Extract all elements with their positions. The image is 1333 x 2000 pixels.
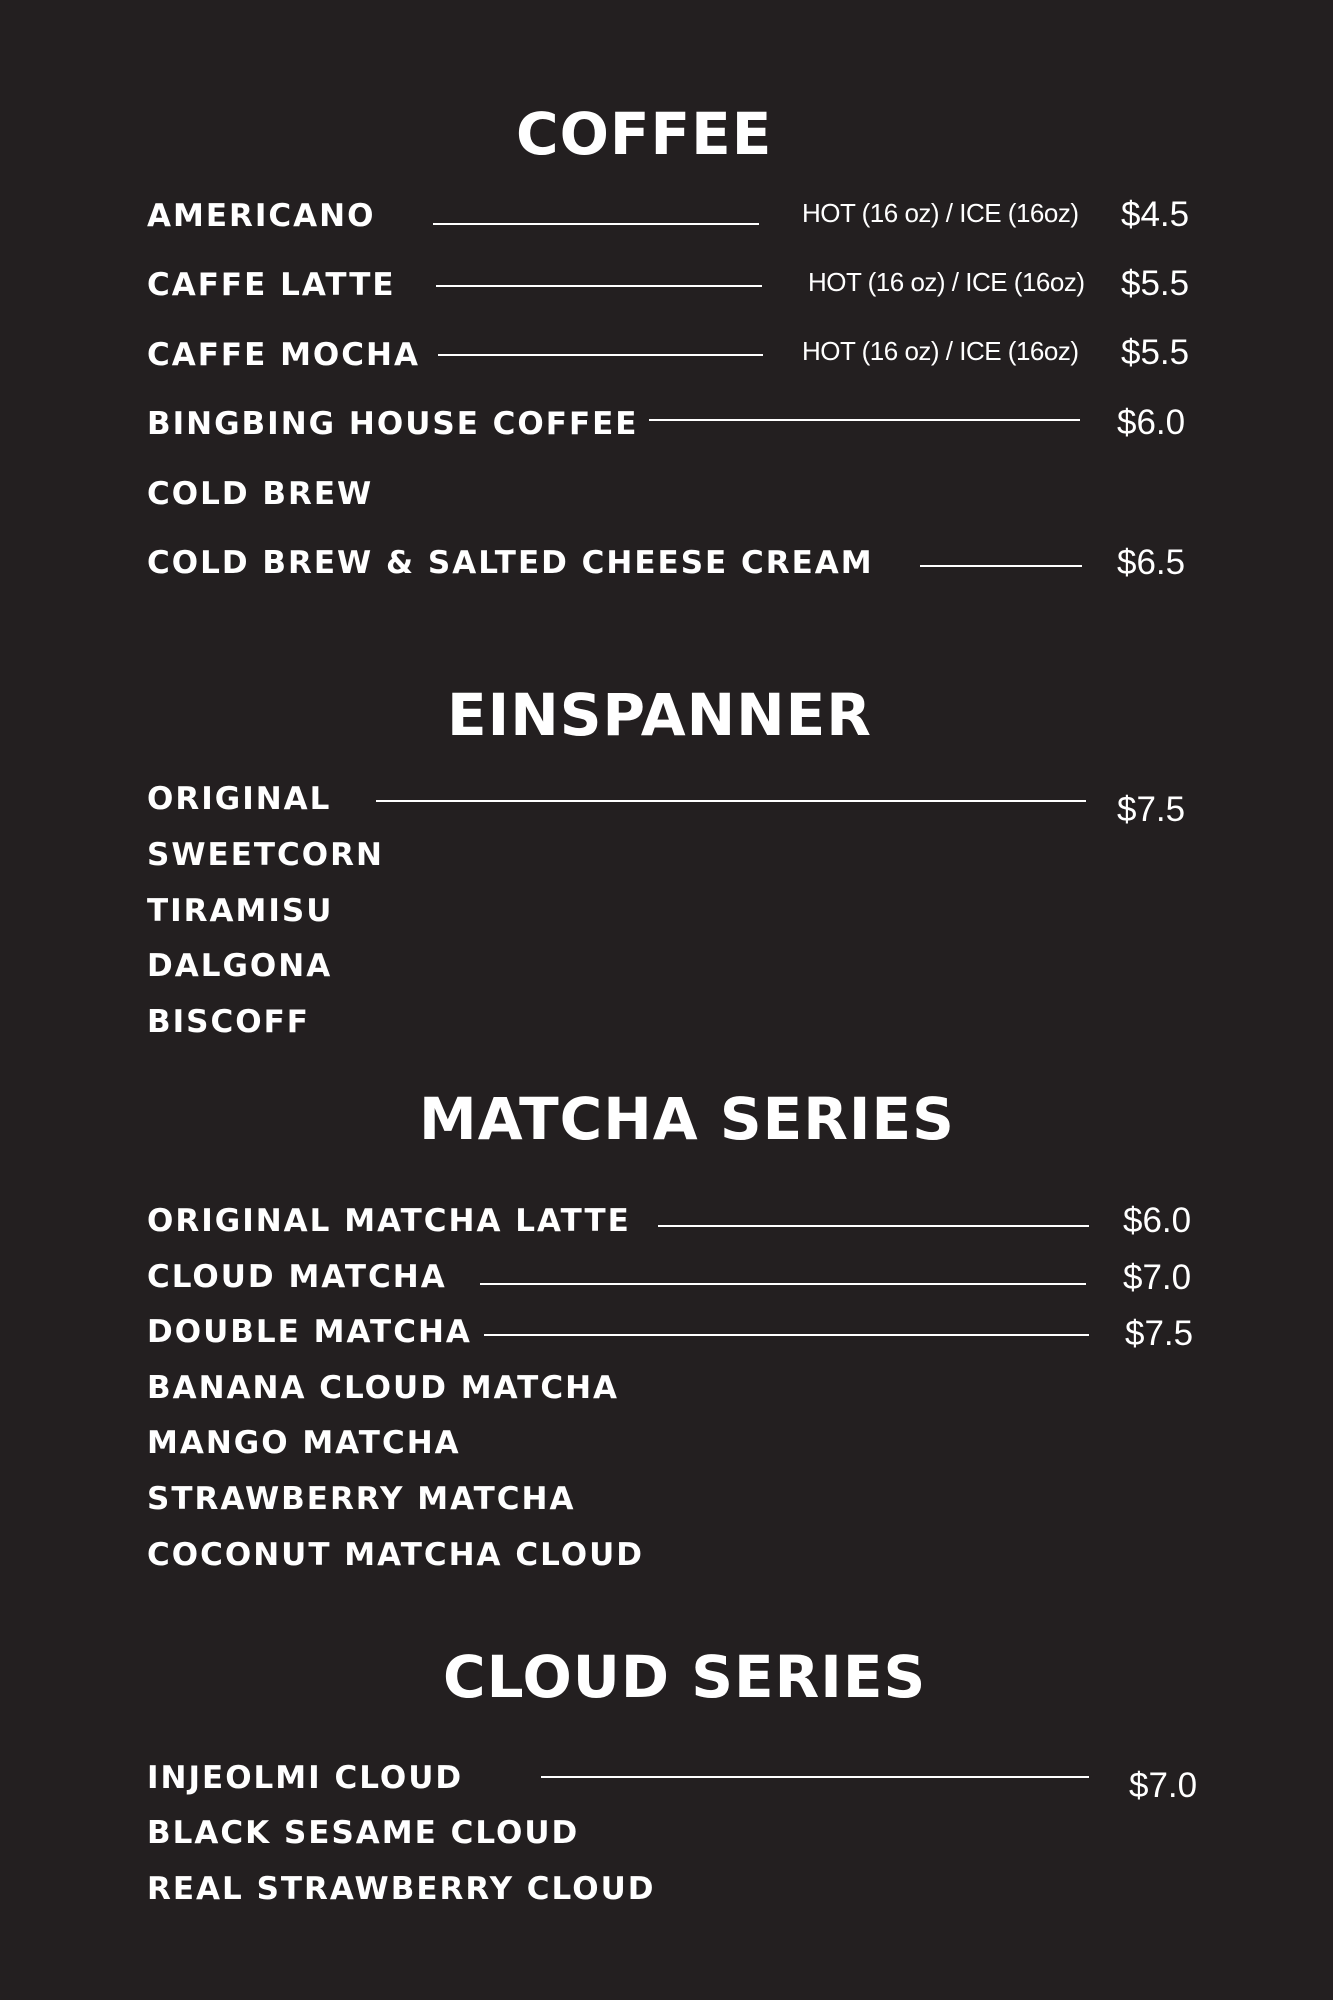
menu-item-coconut-matcha-cloud: COCONUT MATCHA CLOUD (147, 1537, 644, 1573)
menu-item-cloud-matcha: CLOUD MATCHA (147, 1259, 447, 1295)
leader-line (438, 354, 763, 356)
menu-item-cold-brew: COLD BREW (147, 476, 374, 512)
leader-line (376, 800, 1086, 802)
menu-item-americano: AMERICANO (147, 198, 376, 234)
price: $7.5 (1117, 790, 1186, 829)
section-title-einspanner: EINSPANNER (447, 681, 872, 749)
menu-item-biscoff: BISCOFF (147, 1004, 310, 1040)
price: $7.0 (1123, 1258, 1192, 1297)
menu-item-sweetcorn: SWEETCORN (147, 837, 384, 873)
price: $6.0 (1123, 1201, 1192, 1240)
size-option: HOT (16 oz) / ICE (16oz) (802, 198, 1079, 228)
menu-item-cold-brew-salted-cheese-cream: COLD BREW & SALTED CHEESE CREAM (147, 545, 874, 581)
menu-item-injeolmi-cloud: INJEOLMI CLOUD (147, 1760, 464, 1796)
menu-item-banana-cloud-matcha: BANANA CLOUD MATCHA (147, 1370, 619, 1406)
leader-line (484, 1334, 1089, 1336)
menu-item-real-strawberry-cloud: REAL STRAWBERRY CLOUD (147, 1871, 656, 1907)
price: $6.0 (1117, 403, 1186, 442)
menu-item-double-matcha: DOUBLE MATCHA (147, 1314, 472, 1350)
size-option: HOT (16 oz) / ICE (16oz) (808, 267, 1085, 297)
section-title-cloud-series: CLOUD SERIES (443, 1643, 927, 1711)
menu-item-mango-matcha: MANGO MATCHA (147, 1425, 461, 1461)
menu-item-original: ORIGINAL (147, 781, 332, 817)
menu-item-black-sesame-cloud: BLACK SESAME CLOUD (147, 1815, 580, 1851)
menu-item-dalgona: DALGONA (147, 948, 333, 984)
price: $5.5 (1121, 264, 1190, 303)
price: $6.5 (1117, 543, 1186, 582)
leader-line (433, 223, 759, 225)
menu-item-caffe-mocha: CAFFE MOCHA (147, 337, 420, 373)
leader-line (649, 419, 1080, 421)
price: $7.0 (1129, 1766, 1198, 1805)
leader-line (920, 565, 1082, 567)
menu-item-original-matcha-latte: ORIGINAL MATCHA LATTE (147, 1203, 631, 1239)
price: $4.5 (1121, 195, 1190, 234)
price: $7.5 (1125, 1314, 1194, 1353)
menu-item-strawberry-matcha: STRAWBERRY MATCHA (147, 1481, 576, 1517)
leader-line (480, 1283, 1086, 1285)
price: $5.5 (1121, 333, 1190, 372)
leader-line (658, 1225, 1089, 1227)
size-option: HOT (16 oz) / ICE (16oz) (802, 336, 1079, 366)
section-title-coffee: COFFEE (516, 100, 773, 168)
leader-line (541, 1776, 1089, 1778)
leader-line (436, 285, 762, 287)
section-title-matcha-series: MATCHA SERIES (419, 1085, 955, 1153)
menu-item-caffe-latte: CAFFE LATTE (147, 267, 396, 303)
menu-item-tiramisu: TIRAMISU (147, 893, 334, 929)
menu-item-bingbing-house-coffee: BINGBING HOUSE COFFEE (147, 406, 639, 442)
